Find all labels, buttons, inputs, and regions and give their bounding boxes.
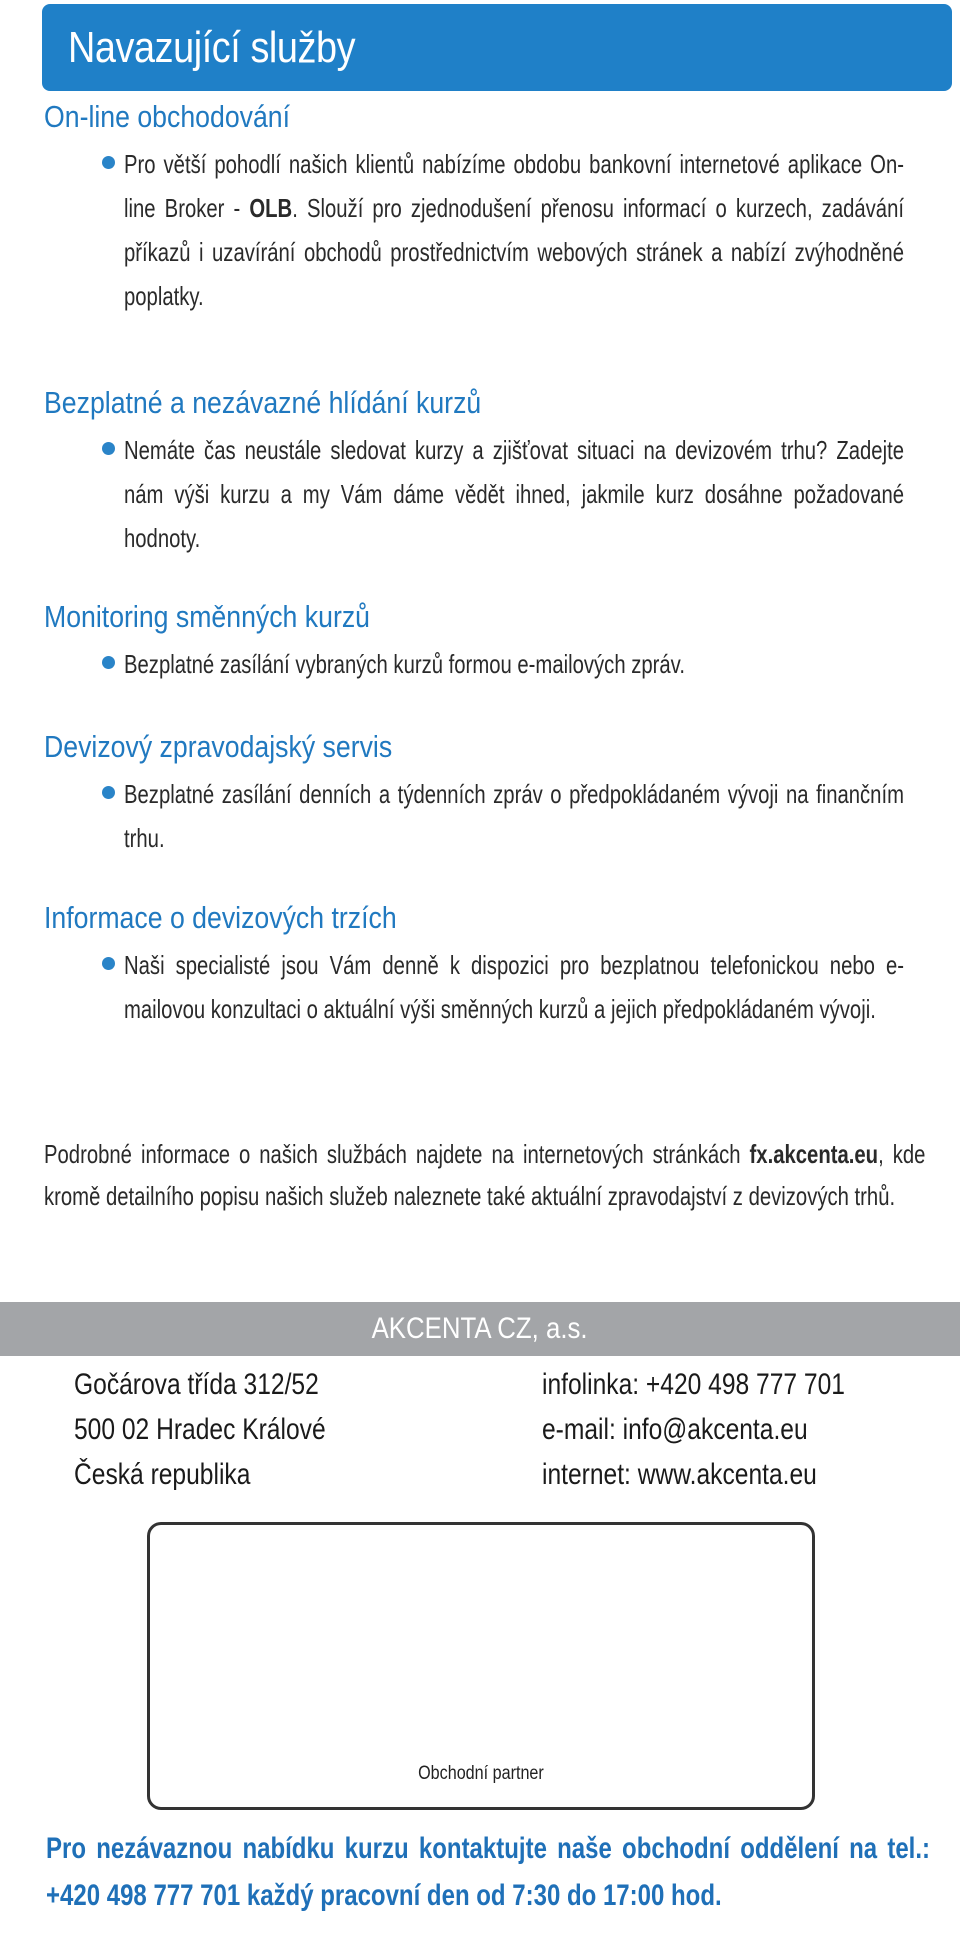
section-rate-monitoring <box>44 598 924 686</box>
list-item <box>44 943 924 1031</box>
bullet-icon <box>102 656 115 669</box>
list-item <box>44 642 924 686</box>
hotline[interactable]: infolinka: +420 498 777 701 <box>542 1368 845 1401</box>
address-line: 500 02 Hradec Králové <box>74 1413 326 1446</box>
bullet-icon <box>102 957 115 970</box>
item-text: Nemáte čas neustále sledovat kurzy a zjišťovat situaci na devizovém trhu? Zadejte nám výši kurzu a my Vám dáme vědět ihned, jakmile kurz dosáhne požadované hodnoty. <box>124 435 904 553</box>
list-item <box>44 428 924 560</box>
section-heading: On-line obchodování <box>44 99 291 134</box>
partner-stamp-box <box>147 1522 815 1810</box>
company-band <box>0 1302 960 1356</box>
olb-acronym: OLB <box>249 193 293 223</box>
partner-label: Obchodní partner <box>418 1763 544 1784</box>
company-address <box>74 1362 381 1497</box>
bullet-icon <box>102 786 115 799</box>
address-line: Česká republika <box>74 1458 251 1491</box>
item-text: Pro větší pohodlí našich klientů nabízíme obdobu bankovní internetové aplikace On-line Broker - OLB. Slouží pro zjednodušení přenosu informací o kurzech, zadávání příkazů i uzavírání obchodů prostřednictvím webových stránek a nabízí zvýhodněné poplatky. <box>124 149 904 311</box>
section-heading: Devizový zpravodajský servis <box>44 729 393 764</box>
website-link[interactable]: fx.akcenta.eu <box>749 1139 879 1169</box>
item-text: Naši specialisté jsou Vám denně k dispozici pro bezplatnou telefonickou nebo e-mailovou konzultaci o aktuální výši směnných kurzů a jejich předpokládaném vývoji. <box>124 950 904 1024</box>
section-fx-market-info <box>44 899 924 1031</box>
section-rate-watch <box>44 384 924 560</box>
page-title-bar <box>42 4 952 91</box>
company-contacts <box>542 1362 911 1497</box>
list-item <box>44 772 924 860</box>
closing-paragraph: Podrobné informace o našich službách najdete na internetových stránkách fx.akcenta.eu, kde kromě detailního popisu našich služeb naleznete také aktuální zpravodajství z devizových trhů. <box>44 1139 926 1211</box>
company-name: AKCENTA CZ, a.s. <box>371 1312 588 1345</box>
website[interactable]: internet: www.akcenta.eu <box>542 1458 817 1491</box>
item-text: Bezplatné zasílání denních a týdenních zpráv o předpokládaném vývoji na finančním trhu. <box>124 779 904 853</box>
section-heading: Informace o devizových trzích <box>44 900 397 935</box>
email[interactable]: e-mail: info@akcenta.eu <box>542 1413 808 1446</box>
section-online-trading <box>44 98 924 318</box>
list-item <box>44 142 924 318</box>
section-heading: Monitoring směnných kurzů <box>44 599 370 634</box>
page-title: Navazující služby <box>68 22 356 72</box>
footer-call-to-action: Pro nezávaznou nabídku kurzu kontaktujte naše obchodní oddělení na tel.: +420 498 777 701 každý pracovní den od 7:30 do 17:00 hod. <box>46 1832 930 1912</box>
bullet-icon <box>102 442 115 455</box>
bullet-icon <box>102 156 115 169</box>
item-text: Bezplatné zasílání vybraných kurzů formou e-mailových zpráv. <box>124 649 685 679</box>
address-line: Gočárova třída 312/52 <box>74 1368 319 1401</box>
section-fx-news <box>44 728 924 860</box>
section-heading: Bezplatné a nezávazné hlídání kurzů <box>44 385 482 420</box>
